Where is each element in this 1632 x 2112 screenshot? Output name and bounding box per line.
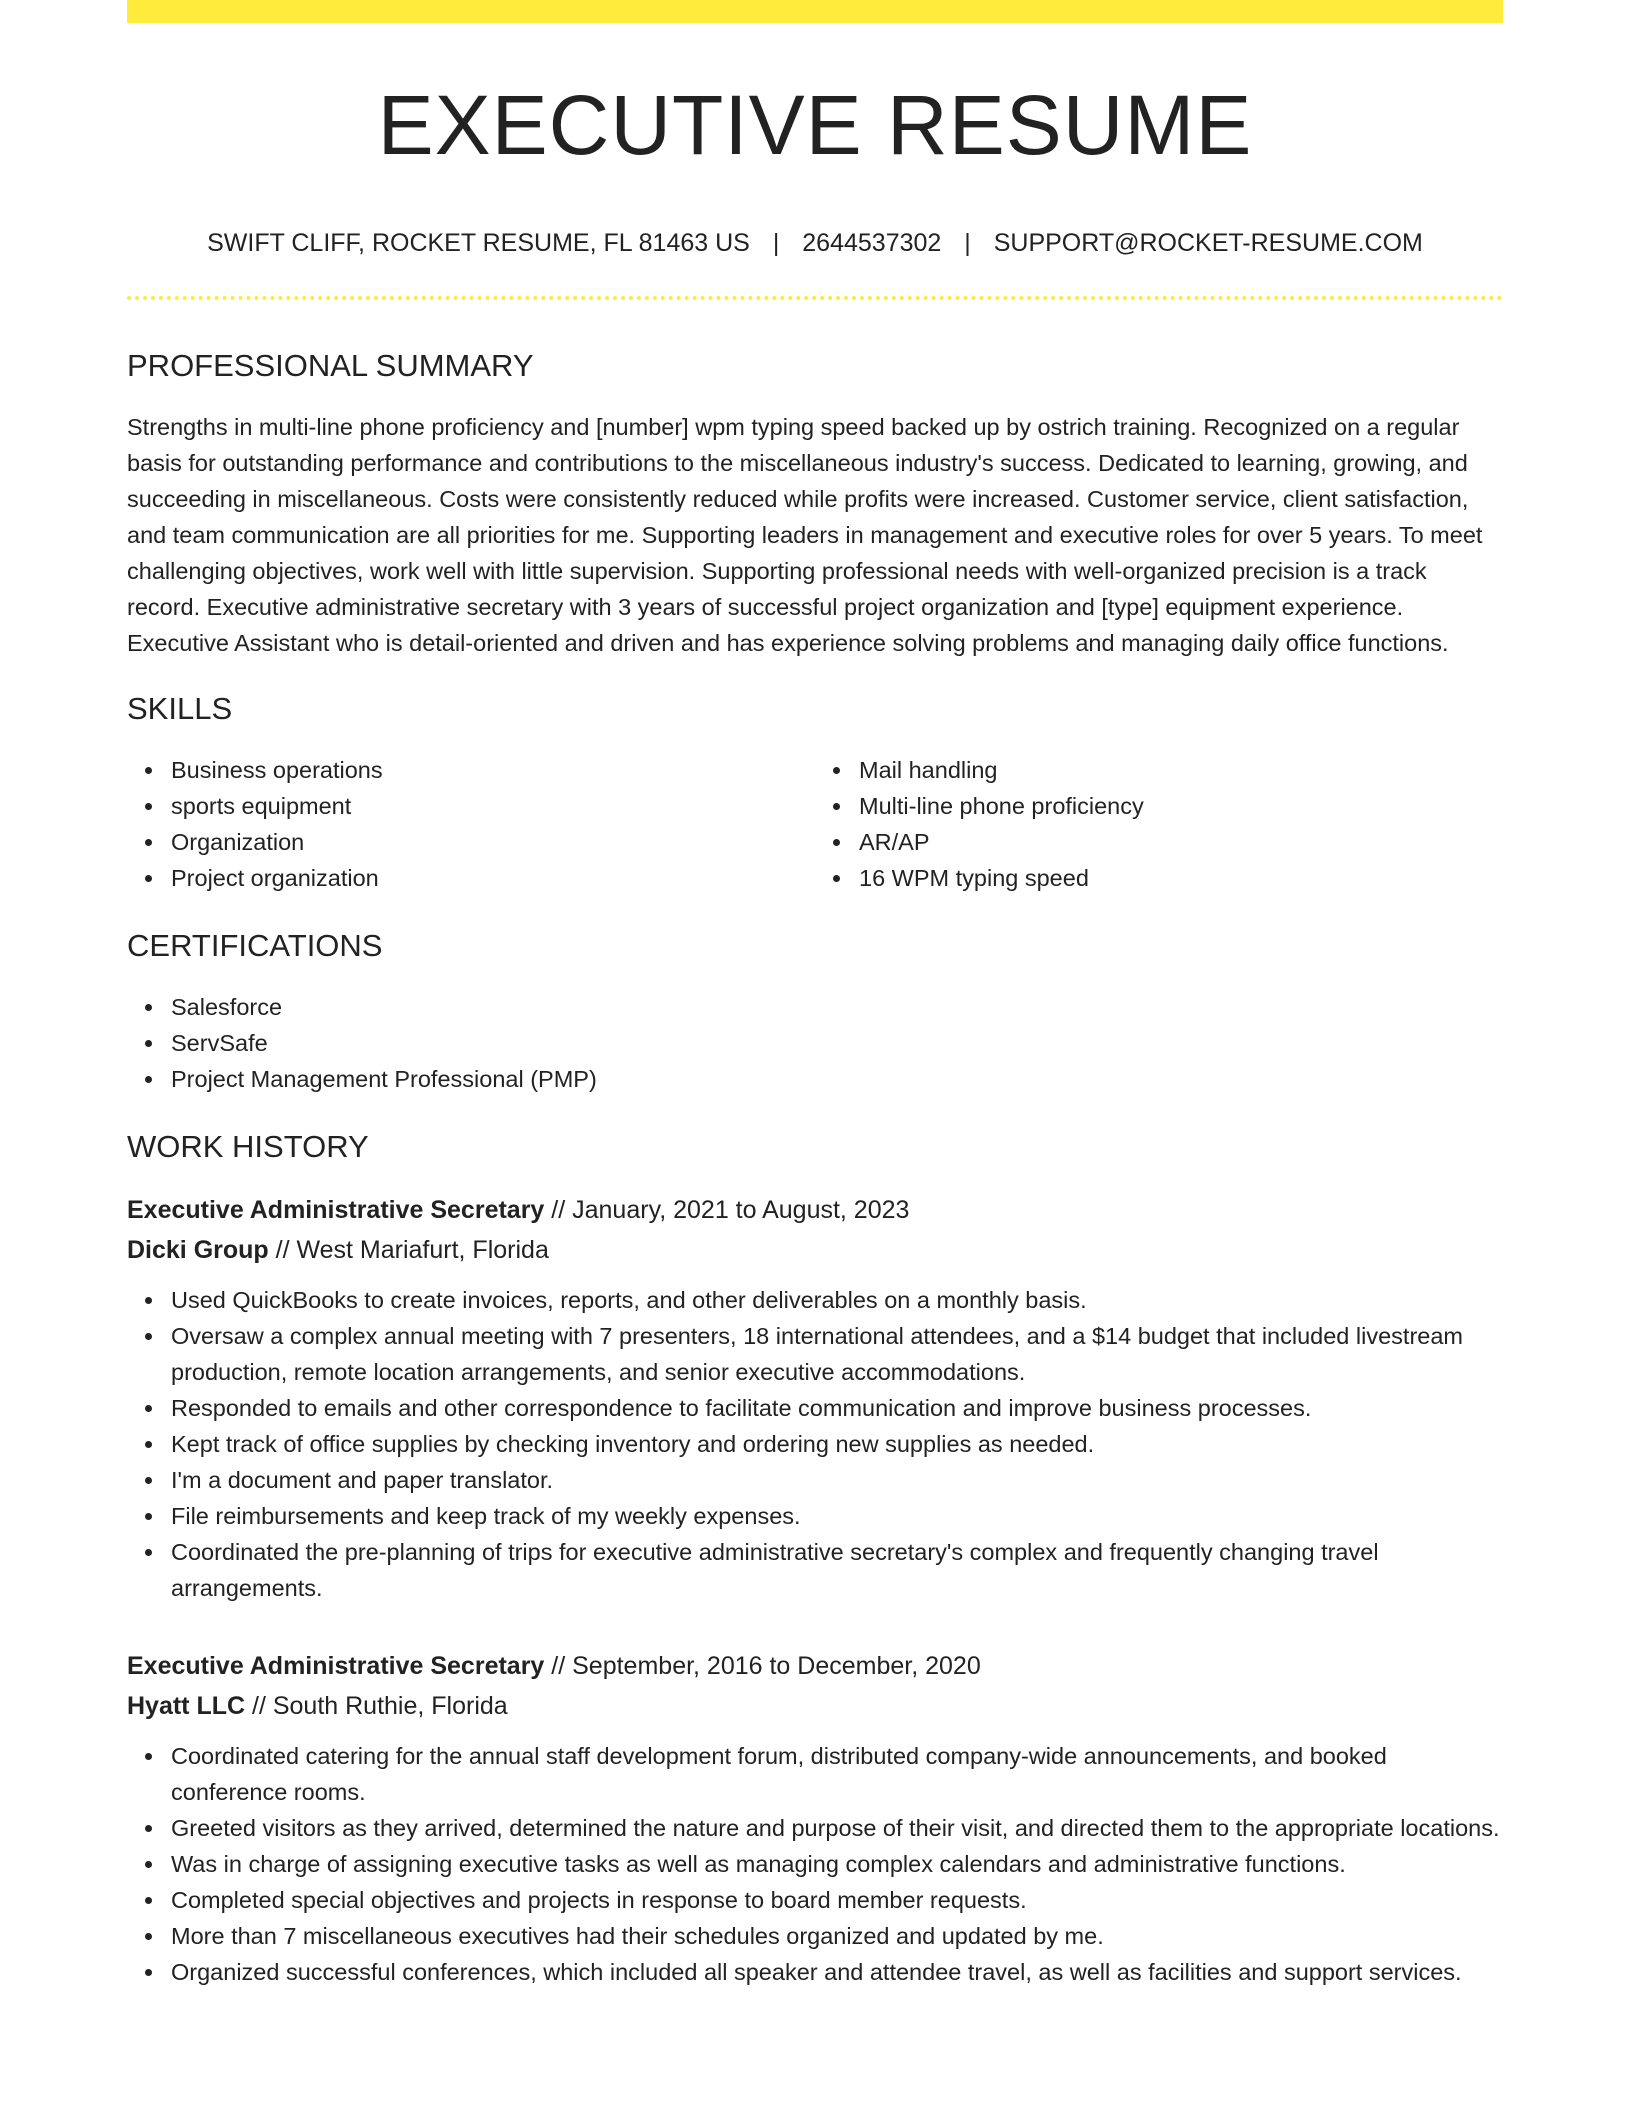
skill-item: Mail handling xyxy=(859,752,1503,788)
certification-item: Project Management Professional (PMP) xyxy=(171,1061,1503,1097)
job-company: Dicki Group xyxy=(127,1236,269,1264)
job-dates: // January, 2021 to August, 2023 xyxy=(544,1196,910,1224)
accent-top-bar xyxy=(127,0,1503,23)
skill-item: AR/AP xyxy=(859,824,1503,860)
skill-item: sports equipment xyxy=(171,788,815,824)
contact-line xyxy=(127,231,1503,256)
certification-item: ServSafe xyxy=(171,1025,1503,1061)
job-title-line xyxy=(127,1646,1503,1686)
summary-text: Strengths in multi-line phone proficiency and [number] wpm typing speed backed up by ostrich training. Recognized on a regular basis for outstanding performance and contributions to the miscellaneous industry's success. Dedicated to learning, growing, and succeeding in miscellaneous. Costs were consistently reduced while profits were increased. Customer service, client satisfaction, and team communication are all priorities for me. Supporting leaders in management and executive roles for over 5 years. To meet challenging objectives, work well with little supervision. Supporting professional needs with well-organized precision is a track record. Executive administrative secretary with 3 years of successful project organization and [type] equipment experience. Executive Assistant who is detail-oriented and driven and has experience solving problems and managing daily office functions. xyxy=(127,414,1483,656)
job-bullet: Coordinated catering for the annual staff development forum, distributed company-wide announcements, and booked conference rooms. xyxy=(171,1738,1503,1810)
certification-item: Salesforce xyxy=(171,989,1503,1025)
certifications-list xyxy=(127,989,1503,1097)
job-bullet: Responded to emails and other correspondence to facilitate communication and improve business processes. xyxy=(171,1390,1503,1426)
skill-item: Organization xyxy=(171,824,815,860)
job-title-line xyxy=(127,1190,1503,1230)
skills-heading: SKILLS xyxy=(127,691,233,726)
contact-separator: | xyxy=(964,229,971,257)
skills-column-right xyxy=(815,752,1503,896)
job-entry xyxy=(127,1646,1503,1990)
resume-page xyxy=(127,0,1503,1990)
dotted-divider xyxy=(127,296,1503,300)
job-bullet: Greeted visitors as they arrived, determined the nature and purpose of their visit, and directed them to the appropriate locations. xyxy=(171,1810,1503,1846)
job-bullet: Coordinated the pre-planning of trips for executive administrative secretary's complex and frequently changing travel arrangements. xyxy=(171,1534,1503,1606)
job-location: // South Ruthie, Florida xyxy=(245,1692,508,1720)
contact-phone: 2644537302 xyxy=(802,229,942,257)
work-history-heading: WORK HISTORY xyxy=(127,1129,369,1164)
certifications-heading: CERTIFICATIONS xyxy=(127,928,383,963)
summary-heading: PROFESSIONAL SUMMARY xyxy=(127,348,534,383)
job-bullet: Completed special objectives and projects in response to board member requests. xyxy=(171,1882,1503,1918)
skill-item: Multi-line phone proficiency xyxy=(859,788,1503,824)
job-title: Executive Administrative Secretary xyxy=(127,1196,545,1224)
job-entry xyxy=(127,1190,1503,1606)
contact-email: SUPPORT@ROCKET-RESUME.COM xyxy=(993,229,1423,257)
resume-title: EXECUTIVE RESUME xyxy=(377,78,1253,172)
job-dates: // September, 2016 to December, 2020 xyxy=(544,1652,981,1680)
contact-address: SWIFT CLIFF, ROCKET RESUME, FL 81463 US xyxy=(207,229,750,257)
skill-item: 16 WPM typing speed xyxy=(859,860,1503,896)
job-bullets xyxy=(127,1282,1503,1606)
job-bullet: Organized successful conferences, which included all speaker and attendee travel, as well as facilities and support services. xyxy=(171,1954,1503,1990)
job-bullet: Used QuickBooks to create invoices, reports, and other deliverables on a monthly basis. xyxy=(171,1282,1503,1318)
job-company: Hyatt LLC xyxy=(127,1692,246,1720)
skill-item: Business operations xyxy=(171,752,815,788)
skill-item: Project organization xyxy=(171,860,815,896)
job-bullet: File reimbursements and keep track of my weekly expenses. xyxy=(171,1498,1503,1534)
job-bullet: Kept track of office supplies by checking inventory and ordering new supplies as needed. xyxy=(171,1426,1503,1462)
job-company-line xyxy=(127,1686,1503,1726)
contact-separator: | xyxy=(772,229,780,257)
job-bullet: Oversaw a complex annual meeting with 7 presenters, 18 international attendees, and a $14 budget that included livestream production, remote location arrangements, and senior executive accommodations. xyxy=(171,1318,1503,1390)
job-bullet: More than 7 miscellaneous executives had their schedules organized and updated by me. xyxy=(171,1918,1503,1954)
job-bullet: Was in charge of assigning executive tasks as well as managing complex calendars and administrative functions. xyxy=(171,1846,1503,1882)
job-location: // West Mariafurt, Florida xyxy=(268,1236,549,1264)
job-title: Executive Administrative Secretary xyxy=(127,1652,545,1680)
job-bullets xyxy=(127,1738,1503,1990)
skills-column-left xyxy=(127,752,815,896)
job-bullet: I'm a document and paper translator. xyxy=(171,1462,1503,1498)
skills-grid xyxy=(127,752,1503,896)
job-company-line xyxy=(127,1230,1503,1270)
